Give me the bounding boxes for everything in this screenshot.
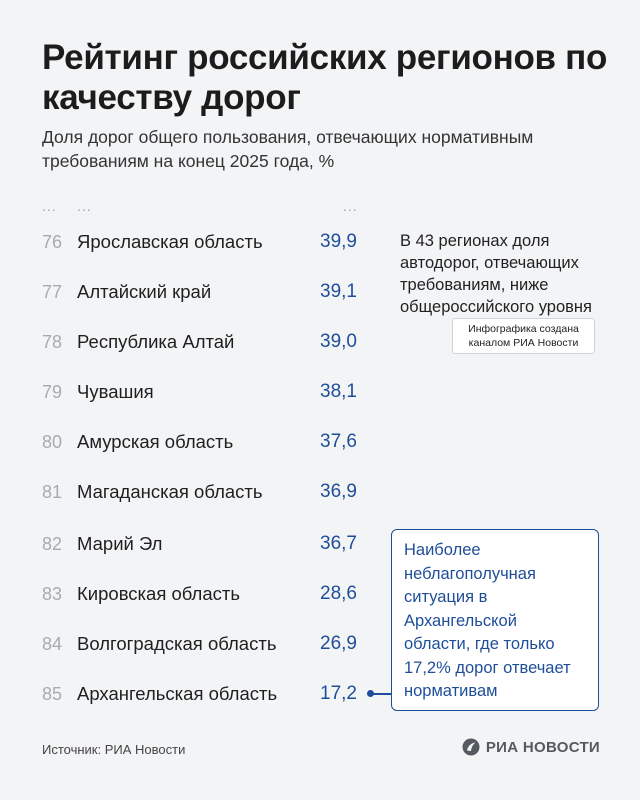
ria-logo-text: РИА НОВОСТИ — [485, 738, 600, 756]
row-rank: 85 — [42, 684, 63, 704]
row-region: Магаданская область — [77, 481, 263, 502]
callout-connector-dot — [367, 690, 374, 697]
row-rank: 78 — [42, 332, 63, 352]
ellipsis-rank: ... — [42, 198, 57, 214]
row-value: 38,1 — [320, 381, 357, 402]
table-row — [0, 380, 370, 430]
callout-text: Наиболее неблагополучная ситуация в Архангельской области, где только 17,2% дорог отвечает нормативам — [404, 541, 571, 700]
table-row — [0, 480, 370, 530]
ellipsis-region: ... — [77, 198, 92, 214]
row-value: 39,0 — [320, 331, 357, 352]
row-rank: 84 — [42, 634, 63, 654]
page-title: Рейтинг российских регионов по качеству дорог — [42, 38, 608, 117]
table-row — [0, 532, 370, 582]
table-row — [0, 430, 370, 480]
side-note: В 43 регионах доля автодорог, отвечающих требованиям, ниже общероссийского уровня — [400, 232, 592, 316]
row-value: 36,9 — [320, 481, 357, 502]
row-rank: 80 — [42, 432, 63, 452]
row-value: 28,6 — [320, 583, 357, 604]
row-rank: 81 — [42, 482, 63, 502]
row-value: 39,9 — [320, 231, 357, 252]
row-region: Кировская область — [77, 583, 241, 604]
table-row — [0, 632, 370, 682]
row-region: Волгоградская область — [77, 633, 277, 654]
row-region: Алтайский край — [77, 281, 212, 302]
row-region: Амурская область — [77, 431, 234, 452]
row-region: Чувашия — [77, 381, 154, 402]
watermark-label: Инфографика создана каналом РИА Новости — [452, 318, 595, 354]
row-rank: 82 — [42, 534, 63, 554]
table-row — [0, 280, 370, 330]
row-value: 17,2 — [320, 683, 357, 704]
row-rank: 79 — [42, 382, 63, 402]
row-region: Архангельская область — [77, 683, 278, 704]
row-rank: 83 — [42, 584, 63, 604]
row-region: Ярославская область — [77, 231, 263, 252]
table-row — [0, 582, 370, 632]
table-row — [0, 330, 370, 380]
ellipsis-value: ... — [343, 198, 358, 214]
row-value: 26,9 — [320, 633, 357, 654]
row-region: Марий Эл — [77, 533, 163, 554]
ria-logo-icon — [462, 738, 480, 756]
callout-box — [391, 529, 599, 711]
row-region: Республика Алтай — [77, 331, 235, 352]
row-rank: 77 — [42, 282, 63, 302]
table-row — [0, 230, 370, 280]
table-row — [0, 682, 370, 732]
ria-logo — [462, 738, 600, 756]
row-value: 36,7 — [320, 533, 357, 554]
row-value: 37,6 — [320, 431, 357, 452]
row-rank: 76 — [42, 232, 63, 252]
row-value: 39,1 — [320, 281, 357, 302]
page-subtitle: Доля дорог общего пользования, отвечающих нормативным требованиям на конец 2025 года, % — [42, 127, 534, 171]
source-label: Источник: РИА Новости — [42, 742, 186, 757]
